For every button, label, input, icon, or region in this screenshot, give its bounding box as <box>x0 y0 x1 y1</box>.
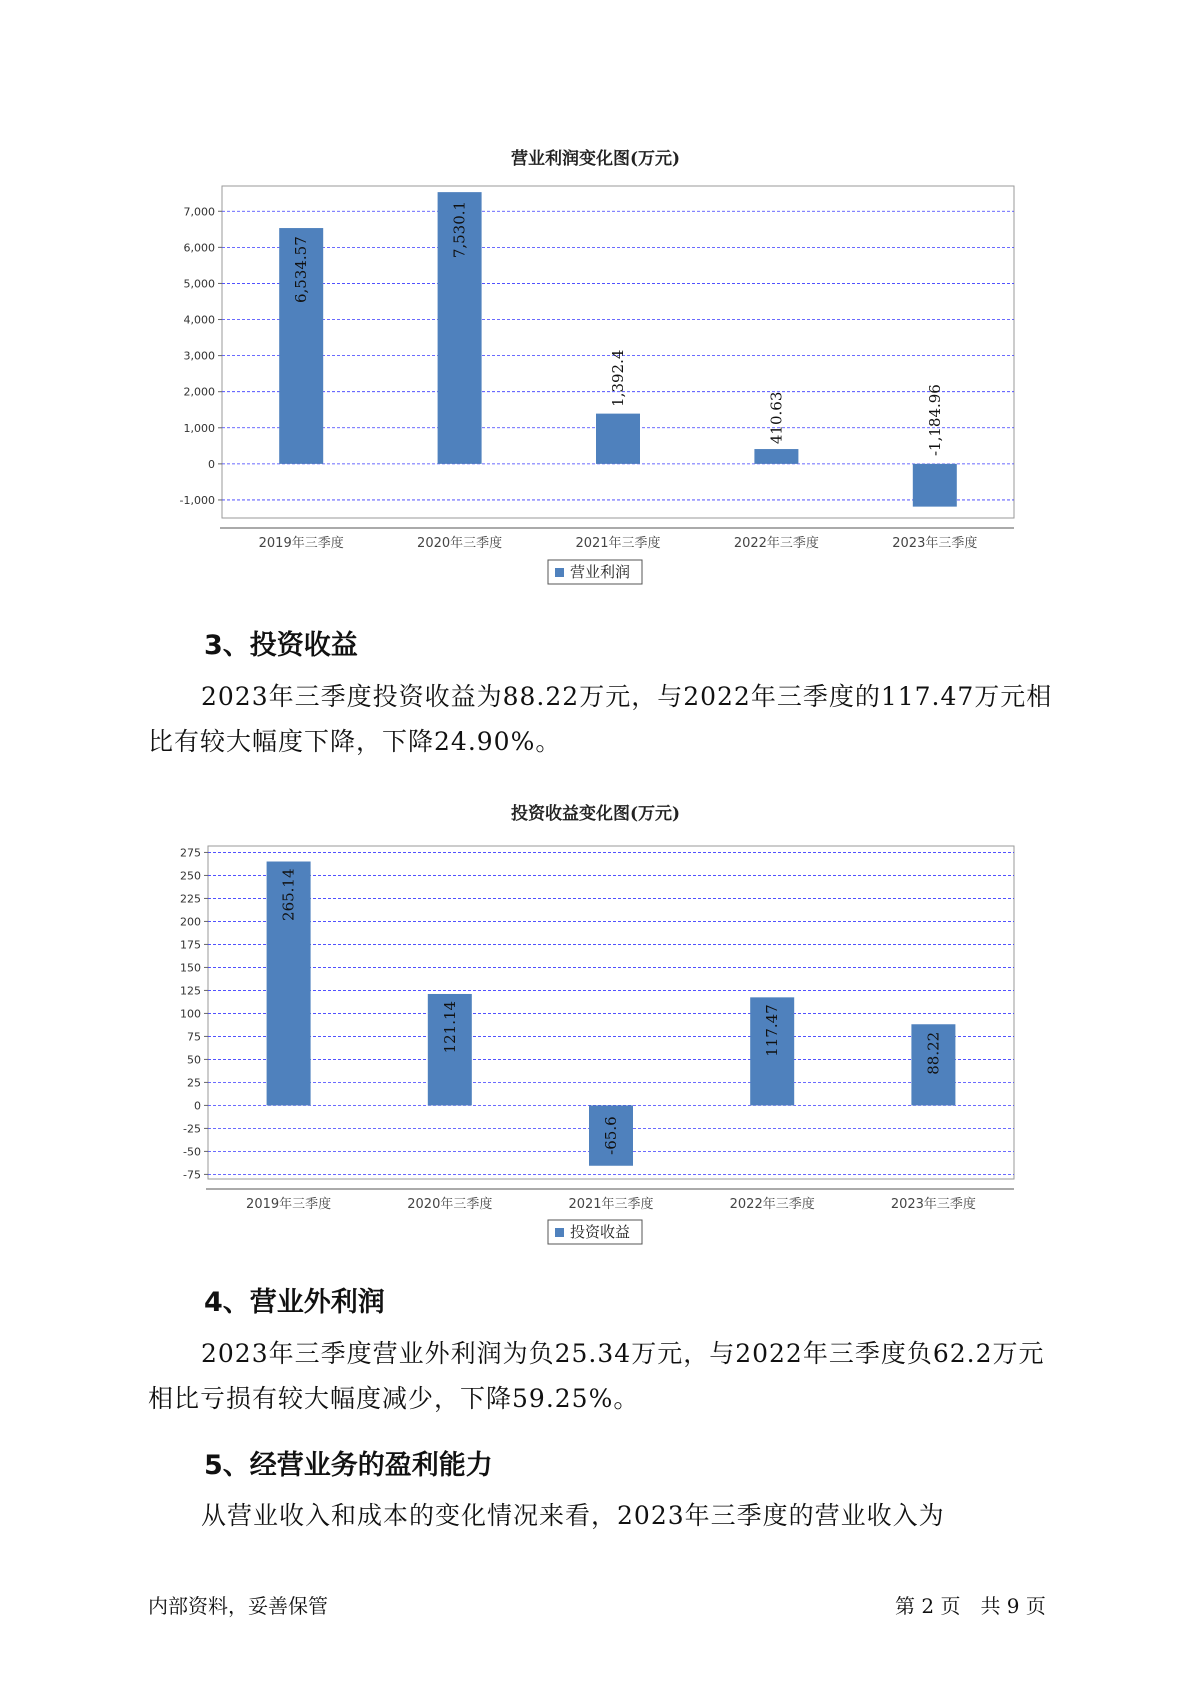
y-tick-label: 1,000 <box>183 421 215 435</box>
footer-confidential-note: 内部资料，妥善保管 <box>148 1594 328 1618</box>
bar-data-label: -1,184.96 <box>925 384 944 457</box>
y-tick-label: 125 <box>180 984 201 998</box>
x-category-label: 2020年三季度 <box>417 536 503 551</box>
investment-line-2: 比有较大幅度下降，下降24.90%。 <box>148 727 562 756</box>
x-category-label: 2020年三季度 <box>407 1197 493 1212</box>
y-tick-label: -75 <box>183 1168 201 1182</box>
x-category-label: 2022年三季度 <box>733 536 819 551</box>
profit-chart-title: 营业利润变化图(万元) <box>510 149 681 169</box>
non-operating-line-2: 相比亏损有较大幅度减少，下降59.25%。 <box>148 1384 640 1413</box>
footer-page-number: 第 2 页 共 9 页 <box>895 1594 1046 1618</box>
y-tick-label: 6,000 <box>183 241 215 255</box>
y-tick-label: 250 <box>180 869 201 883</box>
legend-label: 营业利润 <box>570 563 631 581</box>
y-tick-label: 200 <box>180 915 201 929</box>
section-heading-profitability: 5、经营业务的盈利能力 <box>204 1450 493 1481</box>
profit-chart <box>0 160 1191 590</box>
y-tick-label: 100 <box>180 1007 201 1021</box>
y-tick-label: 50 <box>187 1053 201 1067</box>
y-tick-label: 225 <box>180 892 201 906</box>
bar <box>913 464 957 507</box>
bar-data-label: 1,392.4 <box>609 349 627 407</box>
y-tick-label: 25 <box>187 1076 201 1090</box>
section-heading-investment: 3、投资收益 <box>204 630 358 661</box>
bar-data-label: 7,530.1 <box>450 200 469 259</box>
y-tick-label: 175 <box>180 938 201 952</box>
bar-data-label: 117.47 <box>763 1004 782 1057</box>
x-category-label: 2021年三季度 <box>568 1197 654 1212</box>
bar-data-label: 410.63 <box>767 391 786 445</box>
investment-paragraph <box>148 674 1058 764</box>
y-tick-label: 3,000 <box>183 349 215 363</box>
invest-chart-title: 投资收益变化图(万元) <box>510 804 681 824</box>
y-tick-label: -50 <box>183 1145 201 1159</box>
legend-swatch <box>555 1228 564 1237</box>
x-category-label: 2022年三季度 <box>729 1197 815 1212</box>
y-tick-label: 75 <box>187 1030 201 1044</box>
y-tick-label: -1,000 <box>179 493 215 507</box>
y-tick-label: 275 <box>180 846 201 860</box>
bar-data-label: 88.22 <box>924 1031 943 1075</box>
bar-data-label: 265.14 <box>279 868 298 921</box>
y-tick-label: 7,000 <box>183 205 215 219</box>
bar-data-label: 121.14 <box>440 1000 459 1054</box>
y-tick-label: 2,000 <box>183 385 215 399</box>
bar-data-label: -65.6 <box>602 1116 620 1155</box>
section-heading-non-operating: 4、营业外利润 <box>204 1287 385 1318</box>
x-category-label: 2023年三季度 <box>890 1197 976 1212</box>
x-category-label: 2019年三季度 <box>258 536 344 551</box>
x-category-label: 2019年三季度 <box>246 1197 332 1212</box>
investment-line-1: 2023年三季度投资收益为88.22万元，与2022年三季度的117.47万元相 <box>201 682 1053 711</box>
non-operating-line-1: 2023年三季度营业外利润为负25.34万元，与2022年三季度负62.2万元 <box>201 1339 1045 1368</box>
profitability-paragraph <box>148 1493 1058 1538</box>
bar <box>754 449 798 464</box>
y-tick-label: 0 <box>194 1099 201 1113</box>
y-tick-label: 150 <box>180 961 201 975</box>
x-category-label: 2021年三季度 <box>575 536 661 551</box>
legend-label: 投资收益 <box>570 1223 631 1241</box>
x-category-label: 2023年三季度 <box>892 536 978 551</box>
invest-chart <box>0 820 1191 1250</box>
bar-data-label: 6,534.57 <box>292 236 311 304</box>
y-tick-label: 5,000 <box>183 277 215 291</box>
non-operating-paragraph <box>148 1331 1058 1421</box>
profitability-line-1: 从营业收入和成本的变化情况来看，2023年三季度的营业收入为 <box>201 1501 945 1530</box>
y-tick-label: 0 <box>208 457 215 471</box>
bar <box>596 414 640 464</box>
y-tick-label: 4,000 <box>183 313 215 327</box>
y-tick-label: -25 <box>183 1122 201 1136</box>
legend-swatch <box>555 568 564 577</box>
